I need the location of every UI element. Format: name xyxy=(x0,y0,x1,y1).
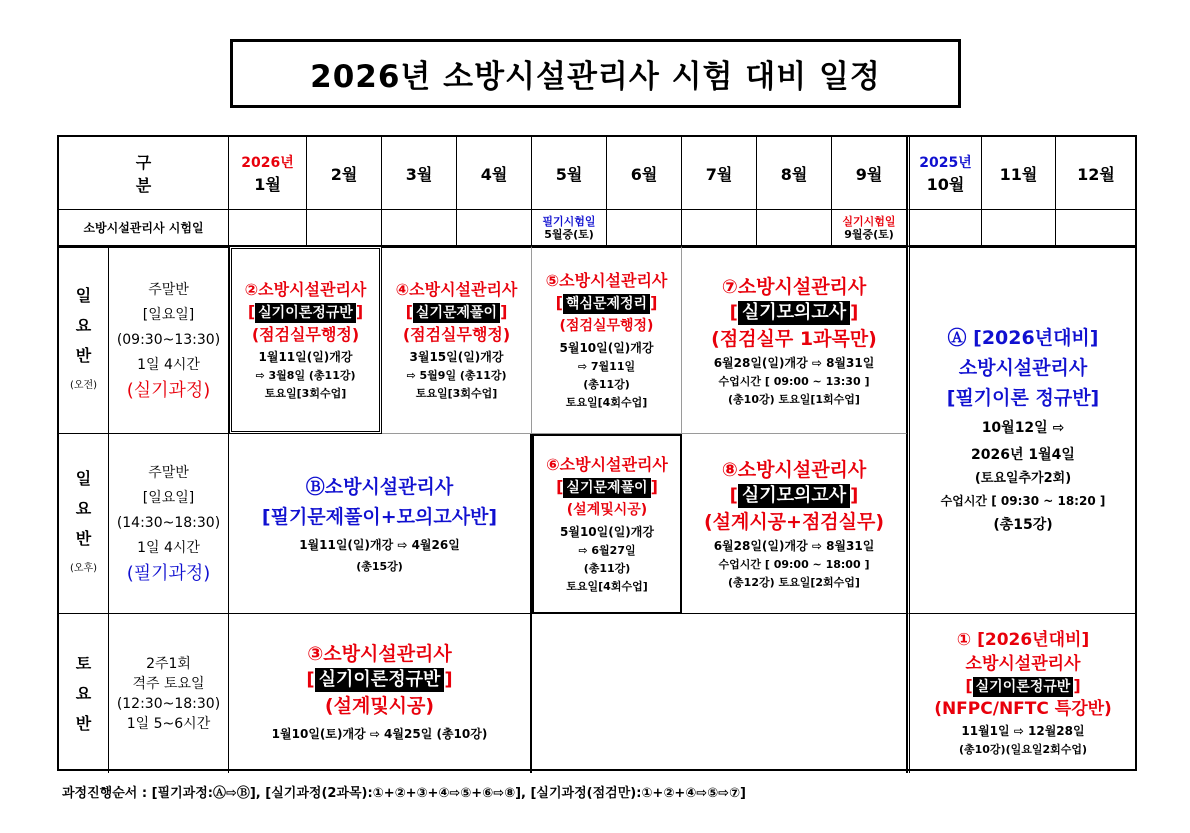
course-time: 수업시간 [ 09:00 ~ 13:30 ] xyxy=(718,374,870,388)
row-label-tag: (오전) xyxy=(69,379,98,391)
row-label-sun-am xyxy=(59,246,109,434)
sub-line: 1일 4시간 xyxy=(137,540,200,556)
course-title: Ⓑ소방시설관리사 xyxy=(305,475,454,498)
month-apr: 4월 xyxy=(457,137,532,210)
exam-practical-label: 실기시험일 xyxy=(842,214,896,228)
exam-written-date xyxy=(532,210,607,246)
course-start: 6월28일(일)개강 ⇨ 8월31일 xyxy=(713,355,875,370)
exam-cell xyxy=(382,210,457,246)
course-count: (총11강) xyxy=(583,561,631,575)
course-tag: 실기이론정규반 xyxy=(255,303,356,323)
course-title: ③소방시설관리사 xyxy=(307,642,452,665)
course-extra: 토요일[4회수업] xyxy=(566,579,648,593)
header-gubun: 구 분 xyxy=(59,137,229,210)
course-5: ⑤소방시설관리사 [ 핵심문제정리 ] (점검실무행정) 5월10일(일)개강 ⇨ 7월11일 (총11강) 토요일[4회수업] xyxy=(532,246,682,434)
course-6: ⑥소방시설관리사 [ 실기문제풀이 ] (설계및시공) 5월10일(일)개강 ⇨ 6월27일 (총11강) 토요일[4회수업] xyxy=(532,434,682,614)
course-tag: 핵심문제정리 xyxy=(563,294,650,314)
course-time: 수업시간 [ 09:00 ~ 18:00 ] xyxy=(718,557,870,571)
course-subject: [필기문제풀이+모의고사반] xyxy=(261,505,498,528)
row-label-char: 일 xyxy=(75,468,92,488)
month-label: 10월 xyxy=(926,174,965,194)
course-title: ⑥소방시설관리사 xyxy=(546,454,668,474)
row-label-char: 요 xyxy=(75,315,92,335)
row-sub-sun-am xyxy=(109,246,229,434)
month-aug: 8월 xyxy=(757,137,832,210)
course-start: 5월10일(일)개강 xyxy=(560,524,654,539)
course-subject: [필기이론 정규반] xyxy=(946,386,1100,409)
exam-written-when: 5월중(토) xyxy=(544,227,594,241)
course-start: 1월11일(일)개강 ⇨ 4월26일 xyxy=(299,537,460,552)
page-title: 2026년 소방시설관리사 시험 대비 일정 xyxy=(230,39,961,108)
row-label-char: 요 xyxy=(75,498,92,518)
course-extra: (총12강) 토요일[2회수업] xyxy=(728,575,860,589)
exam-row-label: 소방시설관리사 시험일 xyxy=(59,210,229,246)
month-year: 2025년 xyxy=(919,154,972,171)
course-title: ④소방시설관리사 xyxy=(395,280,518,299)
exam-cell xyxy=(907,210,982,246)
course-extra: 토요일[3회수업] xyxy=(415,387,498,400)
course-count: (총15강) xyxy=(356,559,403,573)
schedule-table xyxy=(57,135,1137,771)
month-feb: 2월 xyxy=(307,137,382,210)
course-4: ④소방시설관리사 [ 실기문제풀이 ] (점검실무행정) 3월15일(일)개강 ⇨ 5월9일 (총11강) 토요일[3회수업] xyxy=(382,246,532,434)
exam-cell xyxy=(757,210,832,246)
row-label-sat xyxy=(59,614,109,773)
course-extra: 토요일[3회수업] xyxy=(264,386,347,400)
row-label-char: 반 xyxy=(75,713,92,733)
row-label-char: 토 xyxy=(75,653,92,673)
sub-line: 주말반 xyxy=(148,465,189,481)
course-A xyxy=(907,246,1136,614)
month-jun: 6월 xyxy=(607,137,682,210)
course-end: ⇨ 3월8일 (총11강) xyxy=(255,368,356,382)
course-order-note: 과정진행순서 : [필기과정:Ⓐ⇨Ⓑ], [실기과정(2과목):①+②+③+④⇨⑤+⑥⇨⑧], [실기과정(점검만):①+②+④⇨⑤⇨⑦] xyxy=(62,786,746,801)
course-end: ⇨ 5월9일 (총11강) xyxy=(406,369,507,382)
month-jul: 7월 xyxy=(682,137,757,210)
sub-line: (09:30~13:30) xyxy=(116,332,221,348)
month-may: 5월 xyxy=(532,137,607,210)
course-subject: (설계및시공) xyxy=(324,694,435,717)
row-label-char: 반 xyxy=(75,345,92,365)
course-subject: (설계시공+점검실무) xyxy=(703,510,885,533)
course-B xyxy=(229,434,532,614)
course-start: 1월11일(일)개강 xyxy=(258,349,353,364)
course-tag: 실기문제풀이 xyxy=(413,303,500,323)
course-name: 소방시설관리사 xyxy=(965,654,1081,674)
row-label-char: 반 xyxy=(75,528,92,548)
exam-cell xyxy=(457,210,532,246)
course-start: 3월15일(일)개강 xyxy=(409,350,504,364)
course-end: 2026년 1월4일 xyxy=(971,446,1075,463)
month-nov: 11월 xyxy=(982,137,1056,210)
course-start: 1월10일(토)개강 ⇨ 4월25일 (총10강) xyxy=(271,726,488,741)
course-title: ②소방시설관리사 xyxy=(244,279,367,299)
exam-cell xyxy=(229,210,307,246)
course-2: ②소방시설관리사 [ 실기이론정규반 ] (점검실무행정) 1월11일(일)개강 ⇨ 3월8일 (총11강) 토요일[3회수업] xyxy=(229,246,382,434)
course-end: ⇨ 7월11일 xyxy=(577,360,636,373)
row-label-char: 일 xyxy=(75,285,92,305)
course-title: ⑦소방시설관리사 xyxy=(721,275,867,298)
course-start: 10월12일 ⇨ xyxy=(981,419,1065,436)
course-tag: 실기모의고사 xyxy=(738,484,850,508)
course-title: Ⓐ [2026년대비] xyxy=(947,326,1099,349)
row-course-type: (실기과정) xyxy=(126,380,211,401)
row-label-tag: (오후) xyxy=(69,562,98,574)
row-sub-sun-pm xyxy=(109,434,229,614)
course-title: ⑧소방시설관리사 xyxy=(721,458,867,481)
sub-line: 1일 5~6시간 xyxy=(126,715,211,732)
sub-line: 1일 4시간 xyxy=(137,357,200,373)
course-3: ③소방시설관리사 [ 실기이론정규반 ] (설계및시공) 1월10일(토)개강 ⇨ 4월25일 (총10강) xyxy=(229,614,532,773)
month-dec: 12월 xyxy=(1056,137,1136,210)
month-jan xyxy=(229,137,307,210)
row-sub-sat xyxy=(109,614,229,773)
course-extra: (토요일추가2회) xyxy=(974,470,1072,486)
course-start: 6월28일(일)개강 ⇨ 8월31일 xyxy=(713,538,875,553)
course-tag: 실기이론정규반 xyxy=(315,668,445,692)
exam-practical-when: 9월중(토) xyxy=(844,227,894,241)
sub-line: [일요일] xyxy=(142,307,195,323)
empty-cell xyxy=(532,614,907,773)
course-subject: (점검실무행정) xyxy=(559,318,654,334)
course-8: ⑧소방시설관리사 [ 실기모의고사 ] (설계시공+점검실무) 6월28일(일)개강 ⇨ 8월31일 수업시간 [ 09:00 ~ 18:00 ] (총12강) 토요일[2회수업] xyxy=(682,434,907,614)
course-1: ① [2026년대비] 소방시설관리사 [ 실기이론정규반 ] (NFPC/NFTC 특강반) 11월1일 ⇨ 12월28일 (총10강)(일요일2회수업) xyxy=(907,614,1136,773)
course-start: 5월10일(일)개강 xyxy=(559,341,654,355)
course-count: (총15강) xyxy=(993,516,1053,533)
exam-written-label: 필기시험일 xyxy=(542,214,596,228)
month-oct xyxy=(907,137,982,210)
course-subject: (점검실무행정) xyxy=(402,325,511,344)
course-subject: (점검실무 1과목만) xyxy=(711,327,877,350)
course-time: 수업시간 [ 09:30 ~ 18:20 ] xyxy=(940,493,1106,508)
row-course-type: (필기과정) xyxy=(126,563,211,584)
row-label-char: 요 xyxy=(75,683,92,703)
month-sep: 9월 xyxy=(832,137,907,210)
sub-line: [일요일] xyxy=(142,490,195,506)
course-end: ⇨ 6월27일 xyxy=(578,543,636,557)
month-mar: 3월 xyxy=(382,137,457,210)
course-subject: (설계및시공) xyxy=(566,501,648,518)
exam-cell xyxy=(607,210,682,246)
month-year: 2026년 xyxy=(241,154,294,171)
month-label: 1월 xyxy=(254,174,281,194)
sub-line: (12:30~18:30) xyxy=(116,695,221,712)
sub-line: 격주 토요일 xyxy=(132,675,205,692)
course-extra: (총10강)(일요일2회수업) xyxy=(958,743,1088,756)
exam-cell xyxy=(307,210,382,246)
course-name: 소방시설관리사 xyxy=(958,356,1088,379)
sub-line: (14:30~18:30) xyxy=(116,515,221,531)
course-7: ⑦소방시설관리사 [ 실기모의고사 ] (점검실무 1과목만) 6월28일(일)개강 ⇨ 8월31일 수업시간 [ 09:00 ~ 13:30 ] (총10강) 토요일[1회수업] xyxy=(682,246,907,434)
course-subject: (점검실무행정) xyxy=(251,324,360,344)
course-tag: 실기이론정규반 xyxy=(973,677,1074,697)
course-subject: (NFPC/NFTC 특강반) xyxy=(934,699,1112,719)
exam-cell xyxy=(1056,210,1136,246)
row-label-sun-pm xyxy=(59,434,109,614)
course-title: ⑤소방시설관리사 xyxy=(545,271,668,290)
course-tag: 실기문제풀이 xyxy=(563,478,650,498)
course-extra: 토요일[4회수업] xyxy=(565,396,648,409)
exam-practical-date xyxy=(832,210,907,246)
sub-line: 주말반 xyxy=(148,282,189,298)
course-tag: 실기모의고사 xyxy=(738,301,850,325)
course-start: 11월1일 ⇨ 12월28일 xyxy=(961,724,1085,738)
course-count: (총11강) xyxy=(583,378,630,391)
course-extra: (총10강) 토요일[1회수업] xyxy=(728,392,860,406)
exam-cell xyxy=(982,210,1056,246)
sub-line: 2주1회 xyxy=(146,655,191,672)
exam-cell xyxy=(682,210,757,246)
course-title: ① [2026년대비] xyxy=(956,630,1090,650)
